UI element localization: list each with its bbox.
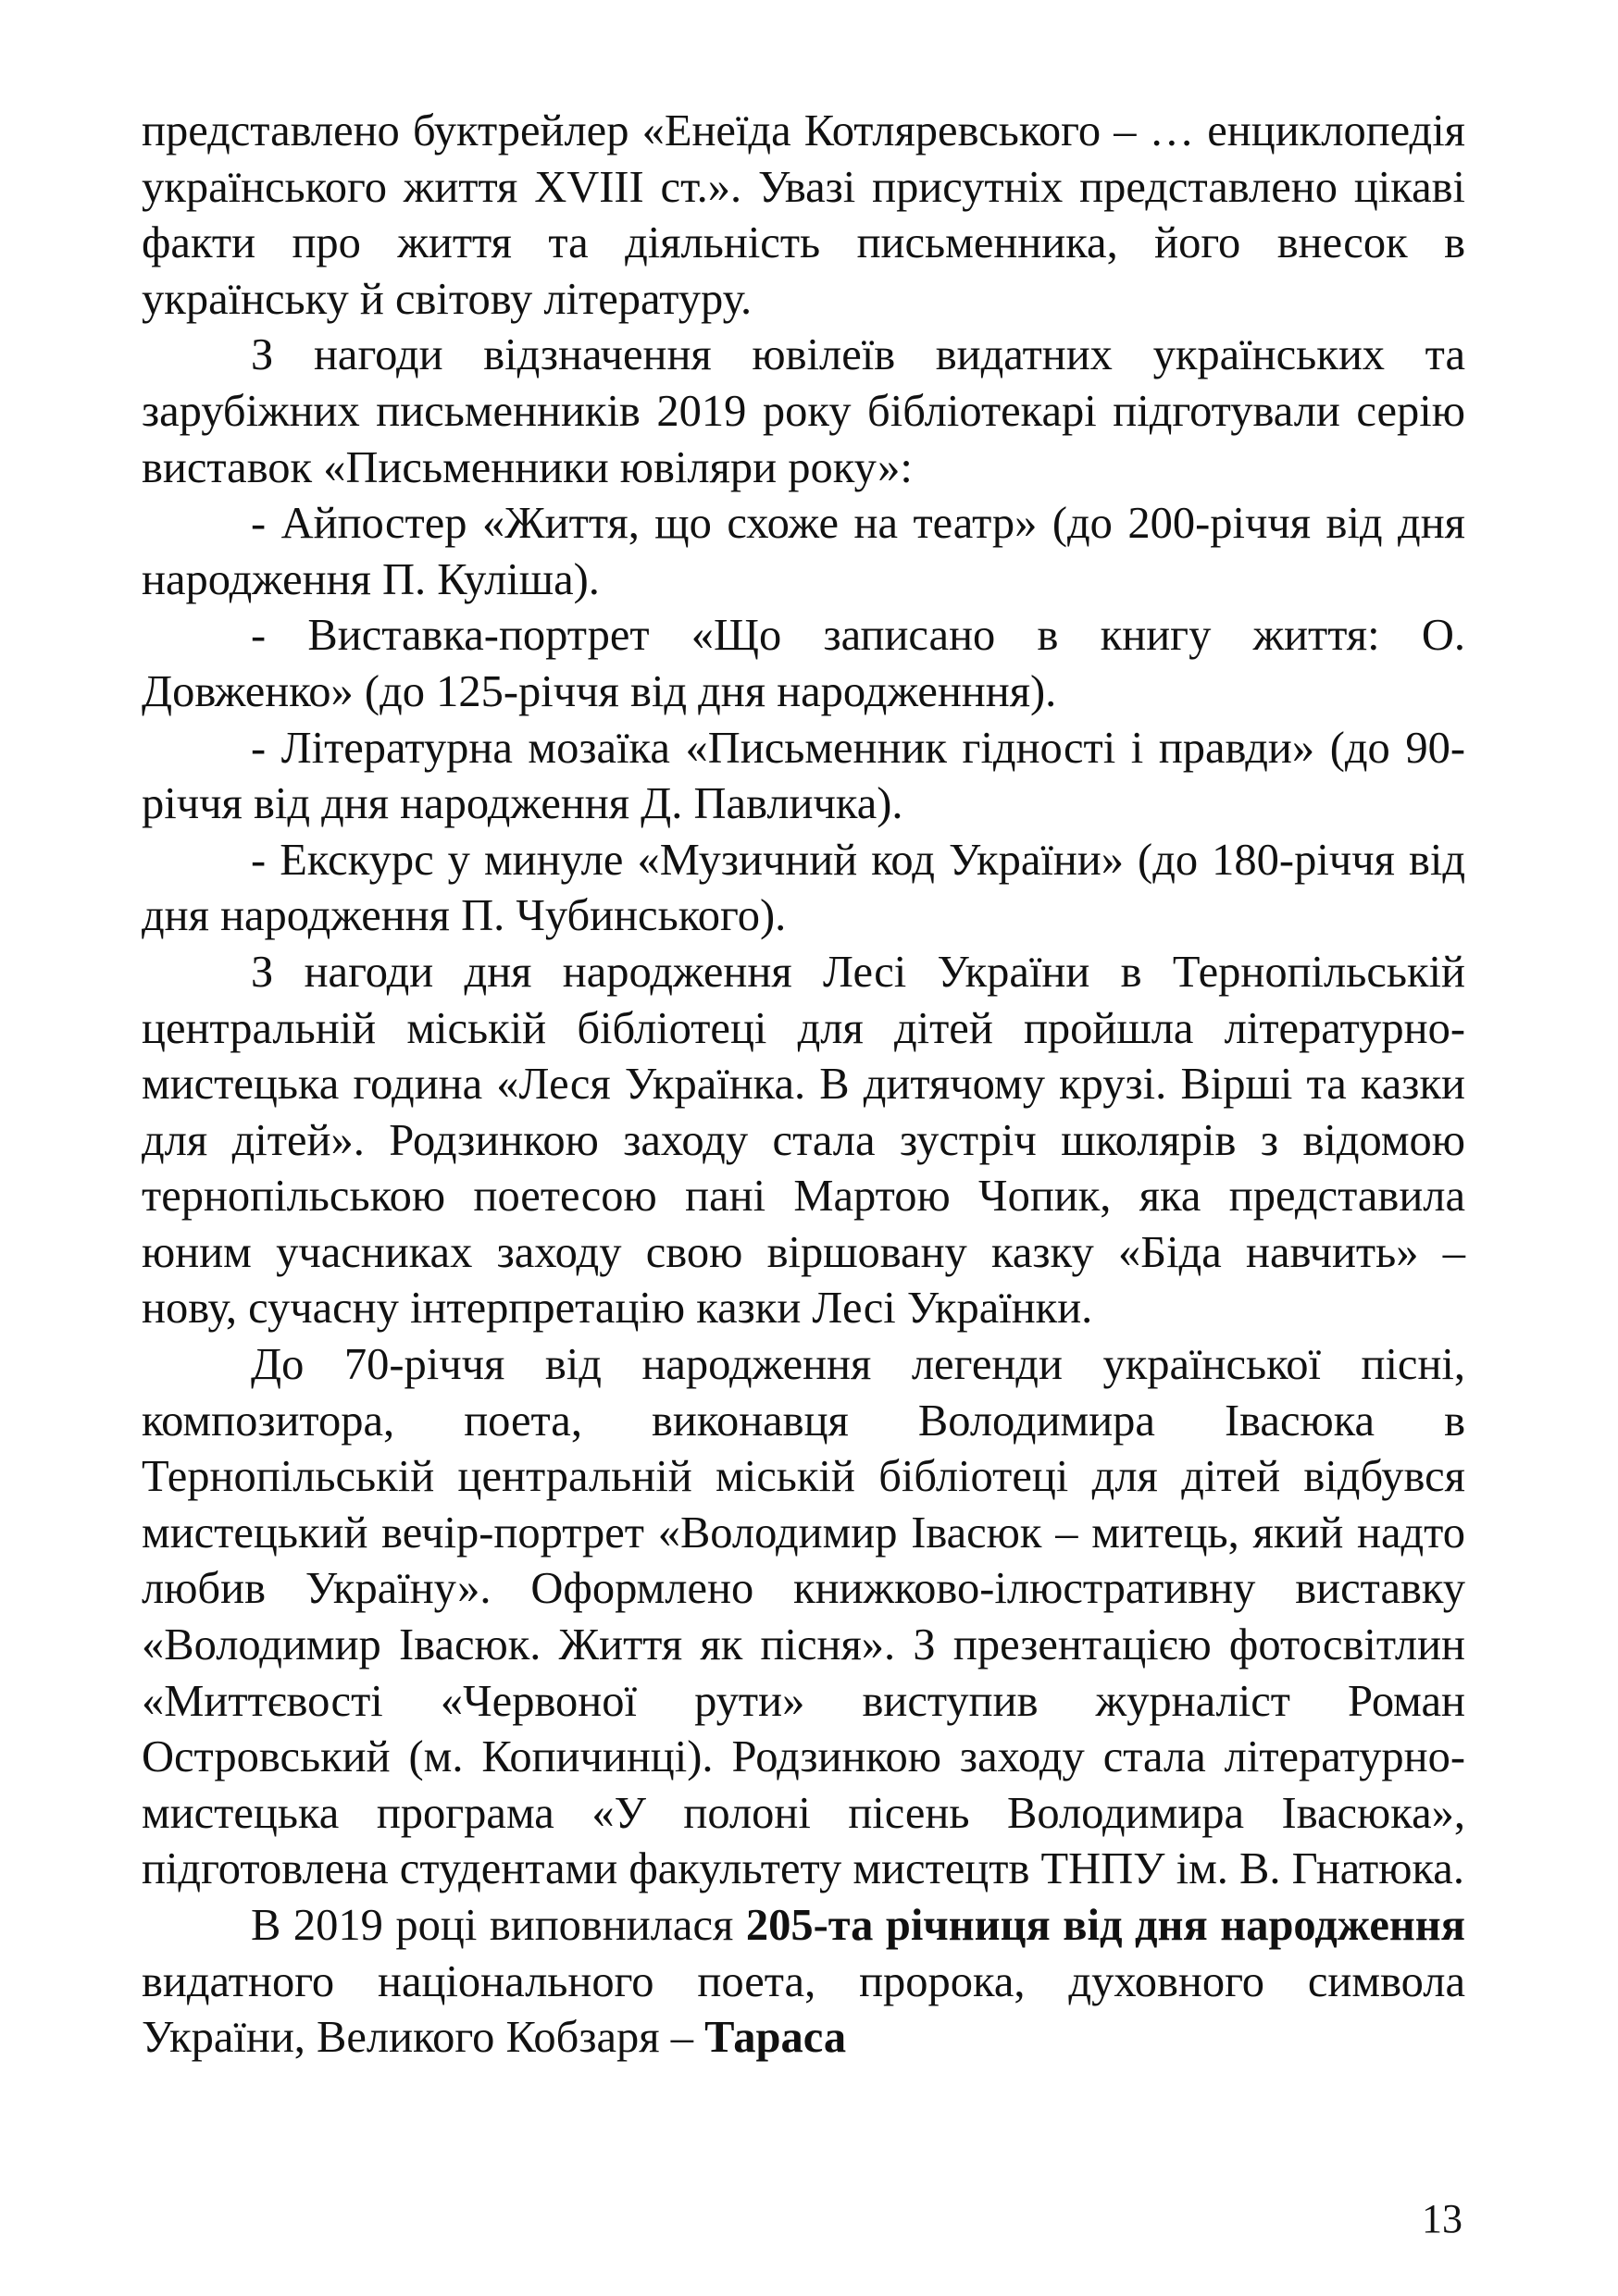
list-item-pavlychko: - Літературна мозаїка «Письменник гідності і правди» (до 90-річчя від дня народження Д. Павличка). — [142, 723, 1465, 829]
text-run: видатного національного поета, пророка, духовного символа України, Великого Кобзаря – — [142, 1956, 1465, 2063]
text-run: В 2019 році виповнилася — [251, 1901, 746, 1950]
bold-anniversary: 205-та річниця від дня народження — [745, 1901, 1465, 1950]
list-item-kulish: - Айпостер «Життя, що схоже на театр» (до 200-річчя від дня народження П. Куліша). — [142, 499, 1465, 604]
page-number: 13 — [1422, 2196, 1462, 2241]
paragraph-jubilee-exhibitions: З нагоди відзначення ювілеїв видатних українських та зарубіжних письменників 2019 року бібліотекарі підготували серію виставок «Письменники ювіляри року»: — [142, 330, 1465, 492]
paragraph-lesia-ukrainka: З нагоди дня народження Лесі України в Тернопільській центральній міській бібліотеці для дітей пройшла літературно-мистецька година «Леся Українка. В дитячому крузі. Вірші та казки для дітей». Родзинкою заходу стала зустріч школярів з відомою тернопільською поетесою пані Мартою Чопик, яка представила юним учасниках заходу свою віршовану казку «Біда навчить» – нову, сучасну інтерпретацію казки Лесі Українки. — [142, 947, 1465, 1334]
page-body — [142, 104, 1465, 2066]
bold-name: Тараса — [704, 2013, 847, 2063]
paragraph-continuation: представлено буктрейлер «Енеїда Котляревського – … енциклопедія українського життя XVIII ст.». Увазі присутніх представлено цікаві факти про життя та діяльність письменника, його внесок в українську й світову літературу. — [142, 106, 1465, 324]
list-item-dovzhenko: - Виставка-портрет «Що записано в книгу життя: О. Довженко» (до 125-річчя від дня народженння). — [142, 611, 1465, 716]
paragraph-ivasiuk: До 70-річчя від народження легенди української пісні, композитора, поета, виконавця Володимира Івасюка в Тернопільській центральній міській бібліотеці для дітей відбувся мистецький вечір-портрет «Володимир Івасюк – митець, який надто любив Україну». Оформлено книжково-ілюстративну виставку «Володимир Івасюк. Життя як пісня». З презентацією фотосвітлин «Миттєвості «Червоної рути» виступив журналіст Роман Островський (м. Копичинці). Родзинкою заходу стала літературно-мистецька програма «У полоні пісень Володимира Івасюка», підготовлена студентами факультету мистецтв ТНПУ ім. В. Гнатюка. — [142, 1340, 1465, 1894]
paragraph-shevchenko-anniversary — [142, 1898, 1465, 2066]
list-item-chubynskyi: - Екскурс у минуле «Музичний код України» (до 180-річчя від дня народження П. Чубинського). — [142, 835, 1465, 941]
